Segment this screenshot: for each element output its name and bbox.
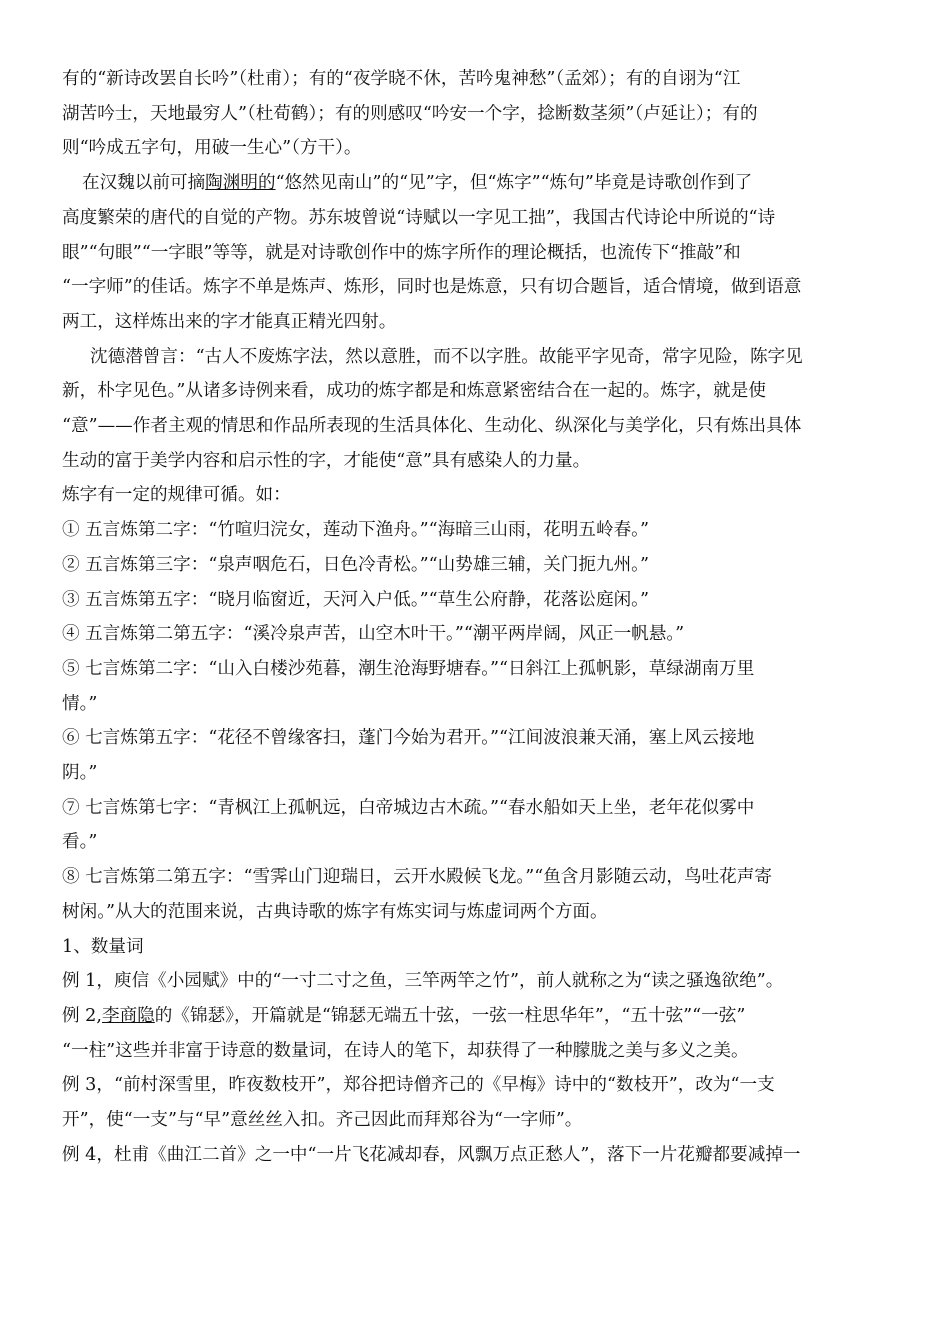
text-line: ③ 五言炼第五字：“晓月临窗近，天河入户低。”“草生公府静，花落讼庭闲。” <box>62 589 649 610</box>
text-line: ⑥ 七言炼第五字：“花径不曾缘客扫，蓬门今始为君开。”“江间波浪兼天涌，塞上风云接地 <box>62 728 755 749</box>
text-line: 树闲。”从大的范围来说，古典诗歌的炼字有炼实词与炼虚词两个方面。 <box>62 901 608 922</box>
text-line <box>62 166 890 201</box>
text-line: 例 4，杜甫《曲江二首》之一中“一片飞花减却春，风飘万点正愁人”，落下一片花瓣都要减掉一 <box>62 1144 801 1165</box>
text-line: 看。” <box>62 832 98 853</box>
text-line: 1、数量词 <box>62 936 144 957</box>
text-segment: 的《锦瑟》，开篇就是“锦瑟无端五十弦，一弦一柱思华年”，“五十弦”“一弦” <box>154 1005 746 1026</box>
underlined-link[interactable]: 陶渊明的 <box>205 173 276 194</box>
text-line <box>62 999 890 1034</box>
text-line: 情。” <box>62 693 98 714</box>
text-line: 则“吟成五字句，用破一生心”（方干）。 <box>62 138 362 159</box>
text-segment: 在汉魏以前可摘 <box>82 173 206 194</box>
text-line: 眼”“句眼”“一字眼”等等，就是对诗歌创作中的炼字所作的理论概括，也流传下“推敲”和 <box>62 242 741 263</box>
document-page <box>62 62 890 1173</box>
text-line: ⑧ 七言炼第二第五字：“雪霁山门迎瑞日，云开水殿候飞龙。”“鱼含月影随云动，鸟吐花声寄 <box>62 867 772 888</box>
text-line: 生动的富于美学内容和启示性的字，才能使“意”具有感染人的力量。 <box>62 450 591 471</box>
text-line: 湖苦吟士，天地最穷人”（杜荀鹤）；有的则感叹“吟安一个字，捻断数茎须”（卢延让）；有的 <box>62 103 758 124</box>
text-line: “一柱”这些并非富于诗意的数量词，在诗人的笔下，却获得了一种朦胧之美与多义之美。 <box>62 1040 749 1061</box>
text-line: 新，朴字见色。”从诸多诗例来看，成功的炼字都是和炼意紧密结合在一起的。炼字，就是使 <box>62 381 766 402</box>
text-line: 例 3，“前村深雪里，昨夜数枝开”，郑谷把诗僧齐己的《早梅》诗中的“数枝开”，改为“一支 <box>62 1075 775 1096</box>
text-line: “一字师”的佳话。炼字不单是炼声、炼形，同时也是炼意，只有切合题旨，适合情境，做到语意 <box>62 277 802 298</box>
text-line: 炼字有一定的规律可循。如： <box>62 485 291 506</box>
text-line: ⑤ 七言炼第二字：“山入白楼沙苑暮，潮生沧海野塘春。”“日斜江上孤帆影，草绿湖南万里 <box>62 658 755 679</box>
text-line: 高度繁荣的唐代的自觉的产物。苏东坡曾说“诗赋以一字见工拙”，我国古代诗论中所说的“诗 <box>62 207 776 228</box>
text-line: ① 五言炼第二字：“竹喧归浣女，莲动下渔舟。”“海暗三山雨，花明五岭春。” <box>62 520 649 541</box>
text-line: 阴。” <box>62 763 98 784</box>
text-line: 例 1，庾信《小园赋》中的“一寸二寸之鱼，三竿两竿之竹”，前人就称之为“读之骚逸欲绝”。 <box>62 971 784 992</box>
text-line: 两工，这样炼出来的字才能真正精光四射。 <box>62 311 397 332</box>
text-line: ④ 五言炼第二第五字：“溪冷泉声苦，山空木叶干。”“潮平两岸阔，风正一帆悬。” <box>62 624 685 645</box>
text-line: “意”——作者主观的情思和作品所表现的生活具体化、生动化、纵深化与美学化，只有炼出具体 <box>62 416 802 437</box>
text-line: ⑦ 七言炼第七字：“青枫江上孤帆远，白帝城边古木疏。”“春水船如天上坐，老年花似雾中 <box>62 797 755 818</box>
text-line: 开”，使“一支”与“早”意丝丝入扣。齐己因此而拜郑谷为“一字师”。 <box>62 1110 583 1131</box>
text-line: 有的“新诗改罢自长吟”（杜甫）；有的“夜学晓不休，苦吟鬼神愁”（孟郊）；有的自诩为“江 <box>62 69 741 89</box>
text-line: 沈德潜曾言：“古人不废炼字法，然以意胜，而不以字胜。故能平字见奇，常字见险，陈字见 <box>90 346 803 367</box>
text-segment: 例 2, <box>62 1005 102 1026</box>
underlined-link[interactable]: 李商隐 <box>101 1005 155 1026</box>
text-segment: “悠然见南山”的“见”字，但“炼字”“炼句”毕竟是诗歌创作到了 <box>275 173 753 194</box>
text-line: ② 五言炼第三字：“泉声咽危石，日色冷青松。”“山势雄三辅，关门扼九州。” <box>62 554 649 575</box>
